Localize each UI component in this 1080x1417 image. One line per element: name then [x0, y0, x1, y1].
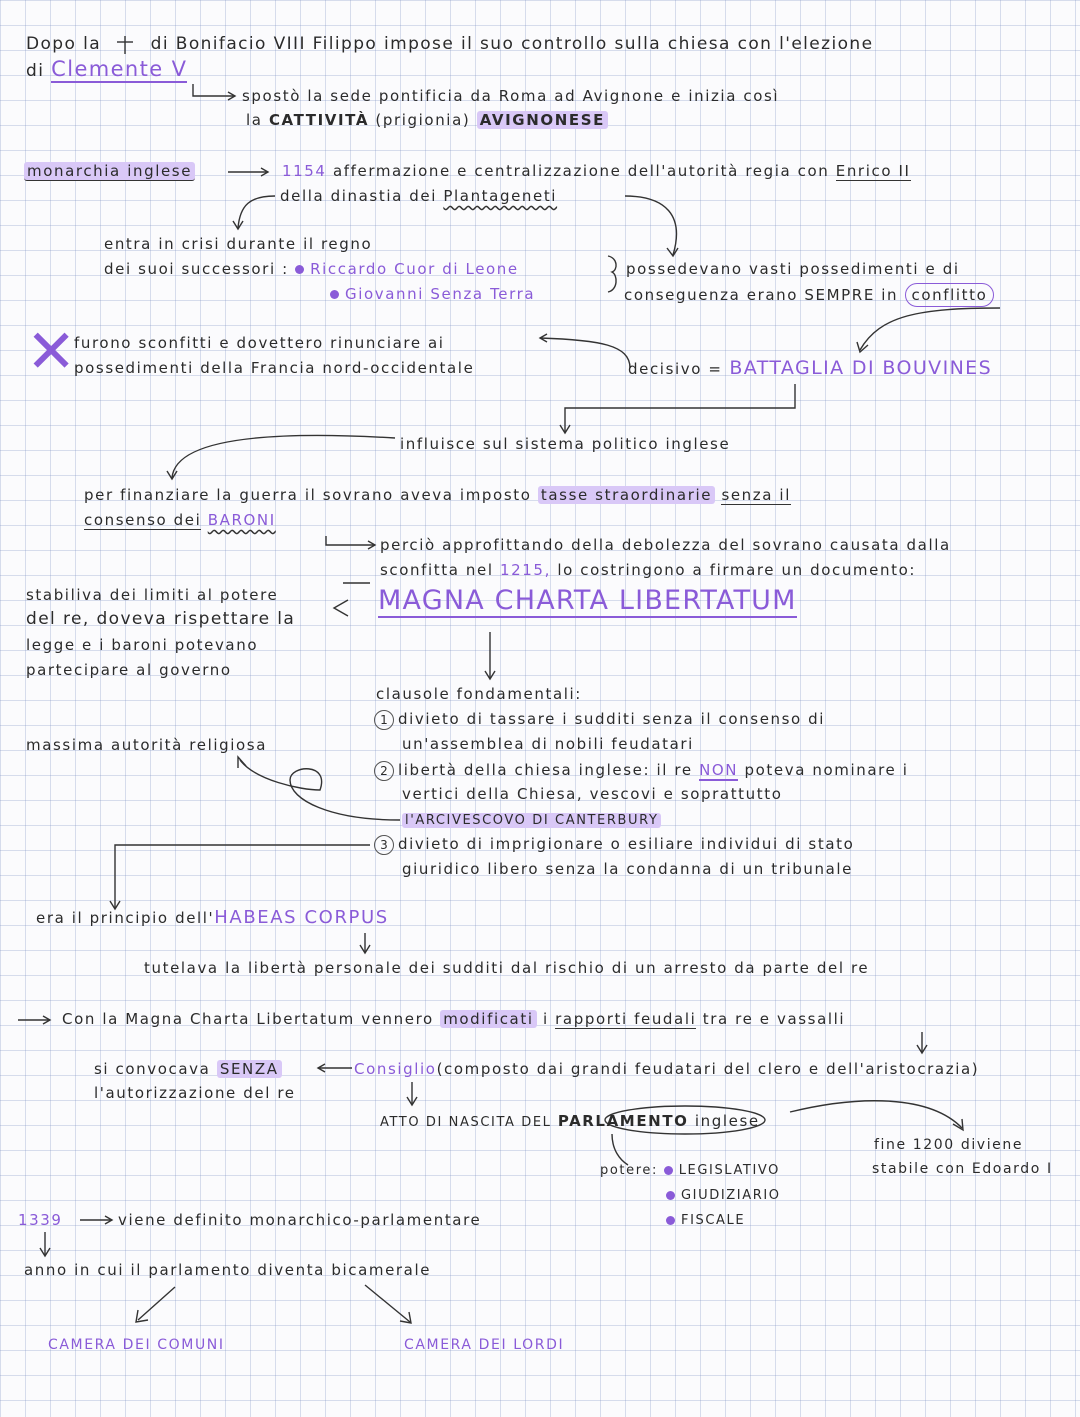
finanziare: per finanziare la guerra il sovrano aveva imposto — [84, 486, 532, 504]
rapporti-feudali: rapporti feudali — [555, 1010, 697, 1028]
sconfitti-line2: possedimenti della Francia nord-occidentale — [74, 359, 475, 377]
senza: SENZA — [217, 1060, 282, 1078]
limiti-4: partecipare al governo — [26, 661, 232, 679]
potere: potere: — [600, 1163, 658, 1178]
year-1339: 1339 — [18, 1211, 63, 1229]
line1-start: Dopo la — [26, 34, 102, 54]
autorizzazione: l'autorizzazione del re — [94, 1084, 296, 1102]
bullet-icon — [295, 265, 304, 274]
mod-1: Con la Magna Charta Libertatum vennero — [62, 1010, 434, 1028]
atto-nascita: ATTO DI NASCITA DEL — [380, 1115, 552, 1130]
bullet-icon — [666, 1216, 675, 1225]
habeas-corpus: HABEAS CORPUS — [214, 907, 389, 928]
la: la — [246, 111, 263, 129]
modificati: modificati — [440, 1010, 536, 1028]
line1-rest: di Bonifacio VIII Filippo impose il suo controllo sulla chiesa con l'elezione — [150, 34, 874, 54]
sposto-line: spostò la sede pontificia da Roma ad Avignone e inizia così — [242, 87, 780, 105]
consenso: consenso dei — [84, 511, 202, 529]
giudiziario: GIUDIZIARIO — [681, 1188, 781, 1203]
bullet-icon — [330, 290, 339, 299]
legislativo: LEGISLATIVO — [678, 1163, 781, 1178]
number-3-icon: 3 — [374, 835, 394, 855]
possedevano: possedevano vasti possedimenti e di — [626, 260, 960, 278]
crisi-line2: dei suoi successori : — [104, 260, 289, 278]
inglese: inglese — [694, 1112, 760, 1130]
monarchico-parlamentare: viene definito monarchico-parlamentare — [118, 1211, 482, 1229]
limiti-2: del re, doveva rispettare la — [26, 609, 296, 629]
monarchia-inglese: monarchia inglese — [24, 162, 195, 181]
year-1215: 1215, — [500, 561, 551, 579]
consiglio-desc: (composto dai grandi feudatari del clero e dell'aristocrazia) — [436, 1060, 980, 1078]
clausola-2c: vertici della Chiesa, vescovi e soprattutto — [402, 785, 783, 803]
enrico: Enrico II — [835, 162, 911, 180]
clausola-3a: divieto di imprigionare o esiliare individui di stato — [398, 835, 855, 853]
conflitto: conflitto — [905, 283, 995, 307]
dinastia: della dinastia dei — [280, 187, 437, 205]
non: NON — [699, 761, 739, 779]
limiti-1: stabiliva dei limiti al potere — [26, 586, 279, 604]
prigionia: (prigionia) — [375, 111, 471, 129]
camera-lordi: CAMERA DEI LORDI — [404, 1337, 565, 1353]
riccardo: Riccardo Cuor di Leone — [310, 260, 519, 278]
senza-il: senza il — [721, 486, 791, 504]
massima-autorita: massima autorità religiosa — [26, 736, 267, 754]
clausola-1b: un'assemblea di nobili feudatari — [402, 735, 694, 753]
number-1-icon: 1 — [374, 710, 394, 730]
avignonese: AVIGNONESE — [477, 111, 608, 129]
bullet-icon — [666, 1191, 675, 1200]
percio-line1: perciò approfittando della debolezza del sovrano causata dalla — [380, 536, 951, 554]
affermazione: affermazione e centralizzazione dell'autorità regia con — [332, 162, 830, 180]
arcivescovo: l'ARCIVESCOVO DI CANTERBURY — [402, 813, 661, 828]
conseguenza: conseguenza erano SEMPRE in — [624, 286, 899, 304]
clausola-1a: divieto di tassare i sudditi senza il consenso di — [398, 710, 826, 728]
clausola-3b: giuridico libero senza la condanna di un tribunale — [402, 860, 853, 878]
cattivita: CATTIVITÀ — [268, 111, 370, 129]
mod-2: i — [542, 1010, 549, 1028]
bicamerale: anno in cui il parlamento diventa bicamerale — [24, 1261, 432, 1279]
parlamento: PARLAMENTO — [557, 1112, 689, 1130]
crisi-line1: entra in crisi durante il regno — [104, 235, 373, 253]
bouvines: BATTAGLIA DI BOUVINES — [729, 357, 993, 379]
number-2-icon: 2 — [374, 761, 394, 781]
camera-comuni: CAMERA DEI COMUNI — [48, 1337, 225, 1353]
decisivo: decisivo = — [628, 360, 723, 378]
mod-3: tra re e vassalli — [702, 1010, 846, 1028]
edoardo: stabile con Edoardo I — [872, 1161, 1053, 1177]
line2-start: di — [26, 61, 45, 81]
principio: era il principio dell' — [36, 909, 215, 927]
giovanni: Giovanni Senza Terra — [345, 285, 536, 303]
influisce: influisce sul sistema politico inglese — [400, 435, 731, 453]
x-mark-icon: ✕ — [26, 317, 77, 387]
clausola-2a: libertà della chiesa inglese: il re — [398, 761, 693, 779]
consiglio: Consiglio — [354, 1060, 437, 1078]
clausola-2b: poteva nominare i — [744, 761, 909, 779]
clemente: Clemente V — [51, 57, 188, 81]
fine-1200: fine 1200 diviene — [874, 1137, 1024, 1153]
fiscale: FISCALE — [681, 1213, 746, 1228]
clausole: clausole fondamentali: — [376, 685, 582, 703]
sconfitta: sconfitta nel — [380, 561, 494, 579]
tutelava: tutelava la libertà personale dei sudditi dal rischio di un arresto da parte del re — [144, 959, 870, 977]
magna-charta-title: MAGNA CHARTA LIBERTATUM — [378, 585, 797, 616]
limiti-3: legge e i baroni potevano — [26, 636, 259, 654]
baroni: BARONI — [207, 511, 276, 529]
plantageneti: Plantageneti — [443, 187, 558, 205]
costringono: lo costringono a firmare un documento: — [557, 561, 916, 579]
year-1154: 1154 — [282, 162, 327, 180]
convocava: si convocava — [94, 1060, 211, 1078]
bullet-icon — [664, 1166, 673, 1175]
sconfitti-line1: furono sconfitti e dovettero rinunciare ai — [74, 334, 445, 352]
tasse: tasse straordinarie — [538, 486, 715, 504]
